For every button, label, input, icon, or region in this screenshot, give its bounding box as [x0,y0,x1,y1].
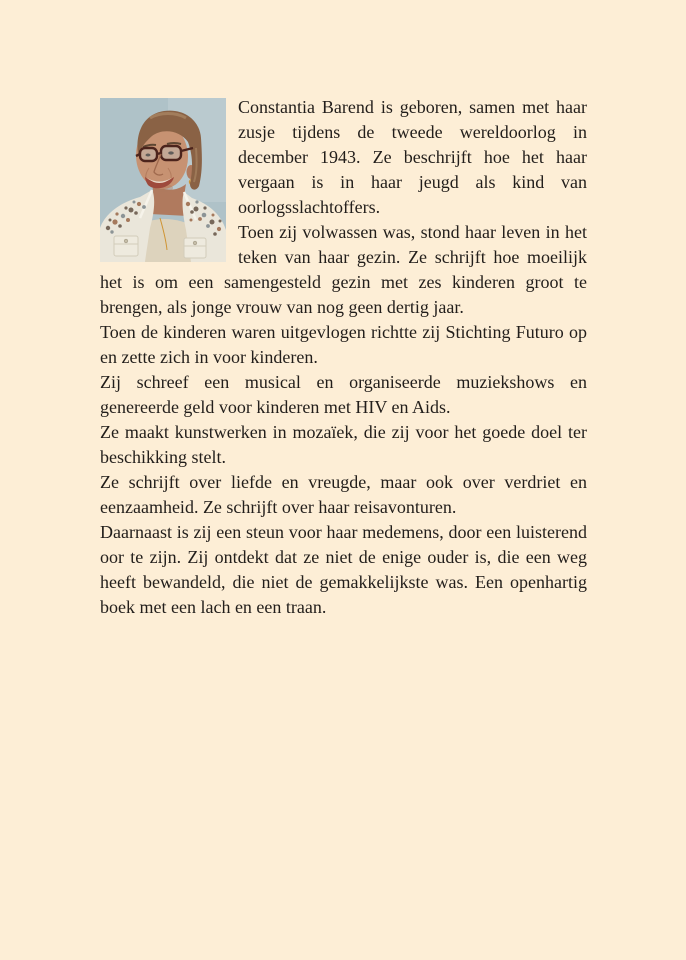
jacket-pocket-left [114,236,138,256]
paragraph-family: Toen zij volwassen was, stond haar leven in het teken van haar gezin. Ze schrijft hoe moeilijk het is om een samengesteld gezin met zes kinderen groot te brengen, als jonge vrouw van nog geen dertig jaar. [100,222,587,317]
portrait-photo-illustration [100,98,226,262]
jacket-pocket-right [184,238,206,258]
paragraph-writing-themes: Ze schrijft over liefde en vreugde, maar ook over verdriet en eenzaamheid. Ze schrijft over haar reisavonturen. [100,472,587,517]
paragraph-mosaic: Ze maakt kunstwerken in mozaïek, die zij voor het goede doel ter beschikking stelt. [100,422,587,467]
article [100,95,587,620]
paragraph-support: Daarnaast is zij een steun voor haar medemens, door een luisterend oor te zijn. Zij ontdekt dat ze niet de enige ouder is, die een weg heeft bewandeld, die niet de gemakkelijkste was. Een openhartig boek met een lach en een traan. [100,522,587,617]
paragraph-musical: Zij schreef een musical en organiseerde muziekshows en genereerde geld voor kinderen met HIV en Aids. [100,372,587,417]
paragraph-birth: Constantia Barend is geboren, samen met haar zusje tijdens de tweede wereldoorlog in december 1943. Ze beschrijft hoe het haar vergaan is in haar jeugd als kind van oorlogsslachtoffers. [238,97,587,217]
paragraph-stichting-futuro: Toen de kinderen waren uitgevlogen richtte zij Stichting Futuro op en zette zich in voor kinderen. [100,322,587,367]
portrait-photo [100,98,226,262]
